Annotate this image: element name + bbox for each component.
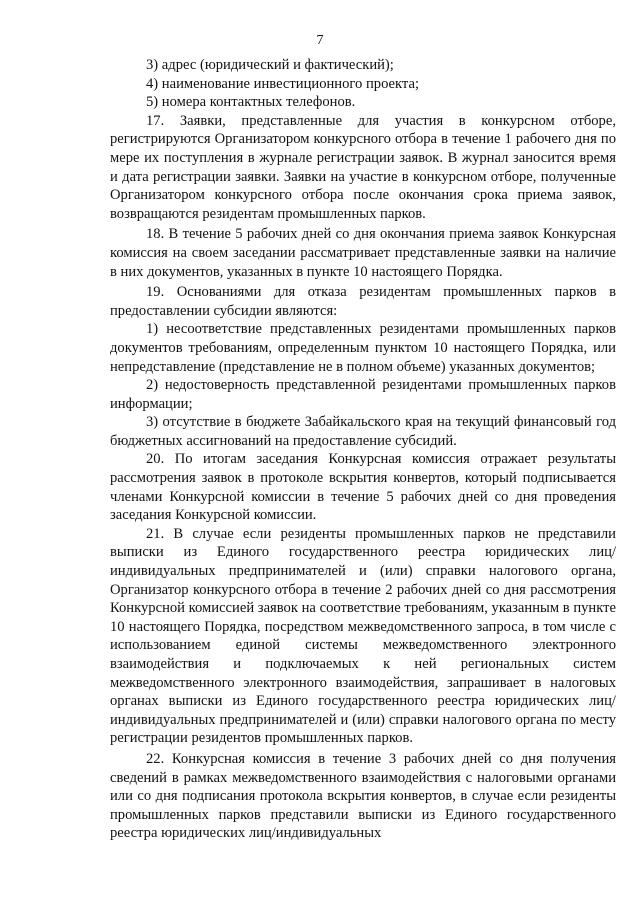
page-number: 7	[316, 33, 324, 48]
paragraph-17: 17. Заявки, представленные для участия в конкурсном отборе, регистрируются Организатором конкурсного отбора в течение 1 рабочего дня по мере их поступления в журнале регистрации заявок. В журнал заносится время и дата регистрации заявки. Заявки на участие в конкурсном отборе, полученные Организатором конкурсного отбора после окончания срока приема заявок, возвращаются резидентам промышленных парков.	[110, 112, 616, 222]
list-item-address: 3) адрес (юридический и фактический);	[146, 57, 394, 73]
paragraph-22: 22. Конкурсная комиссия в течение 3 рабочих дней со дня получения сведений в рамках межведомственного взаимодействия с налоговыми органами или со дня подписания протокола вскрытия конвертов, в случае если резиденты промышленных парков представили выписки из Единого государственного реестра юридических лиц/индивидуальных	[110, 750, 616, 842]
list-item-phone-numbers: 5) номера контактных телефонов.	[146, 94, 356, 111]
document-body	[110, 56, 616, 843]
paragraph-21: 21. В случае если резиденты промышленных парков не представили выписки из Единого государственного реестра юридических лиц/индивидуальных предпринимателей и (или) справки налогового органа, Организатор конкурсного отбора в течение 2 рабочих дней со дня рассмотрения Конкурсной комиссией заявок на соответствие требованиям, указанным в пункте 10 настоящего Порядка, посредством межведомственного запроса, в том числе с использованием единой системы межведомственного электронного взаимодействия и подключаемых к ней региональных систем межведомственного электронного взаимодействия, запрашивает в налоговых органах выписки из Единого государственного реестра юридических лиц/индивидуальных предпринимателей и (или) справки налогового органа по месту регистрации резидентов промышленных парков.	[110, 525, 616, 747]
paragraph-19-item-1: 1) несоответствие представленных резидентами промышленных парков документов требованиям, определенным пунктом 10 настоящего Порядка, или непредставление (представление не в полном объеме) указанных документов;	[110, 321, 616, 375]
paragraph-19: 19. Основаниями для отказа резидентам промышленных парков в предоставлении субсидии являются:	[110, 284, 616, 319]
paragraph-19-item-3: 3) отсутствие в бюджете Забайкальского края на текущий финансовый год бюджетных ассигнований на предоставление субсидий.	[110, 414, 616, 449]
paragraph-20: 20. По итогам заседания Конкурсная комиссия отражает результаты рассмотрения заявок в протоколе вскрытия конвертов, который подписывается членами Конкурсной комиссии в течение 5 рабочих дней со дня проведения заседания Конкурсной комиссии.	[110, 451, 616, 524]
list-item-project-name: 4) наименование инвестиционного проекта;	[146, 75, 420, 92]
paragraph-19-item-2: 2) недостоверность представленной резидентами промышленных парков информации;	[110, 377, 616, 412]
paragraph-18: 18. В течение 5 рабочих дней со дня окончания приема заявок Конкурсная комиссия на своем заседании рассматривает представленные заявки на наличие в них документов, указанных в пункте 10 настоящего Порядка.	[110, 226, 616, 280]
